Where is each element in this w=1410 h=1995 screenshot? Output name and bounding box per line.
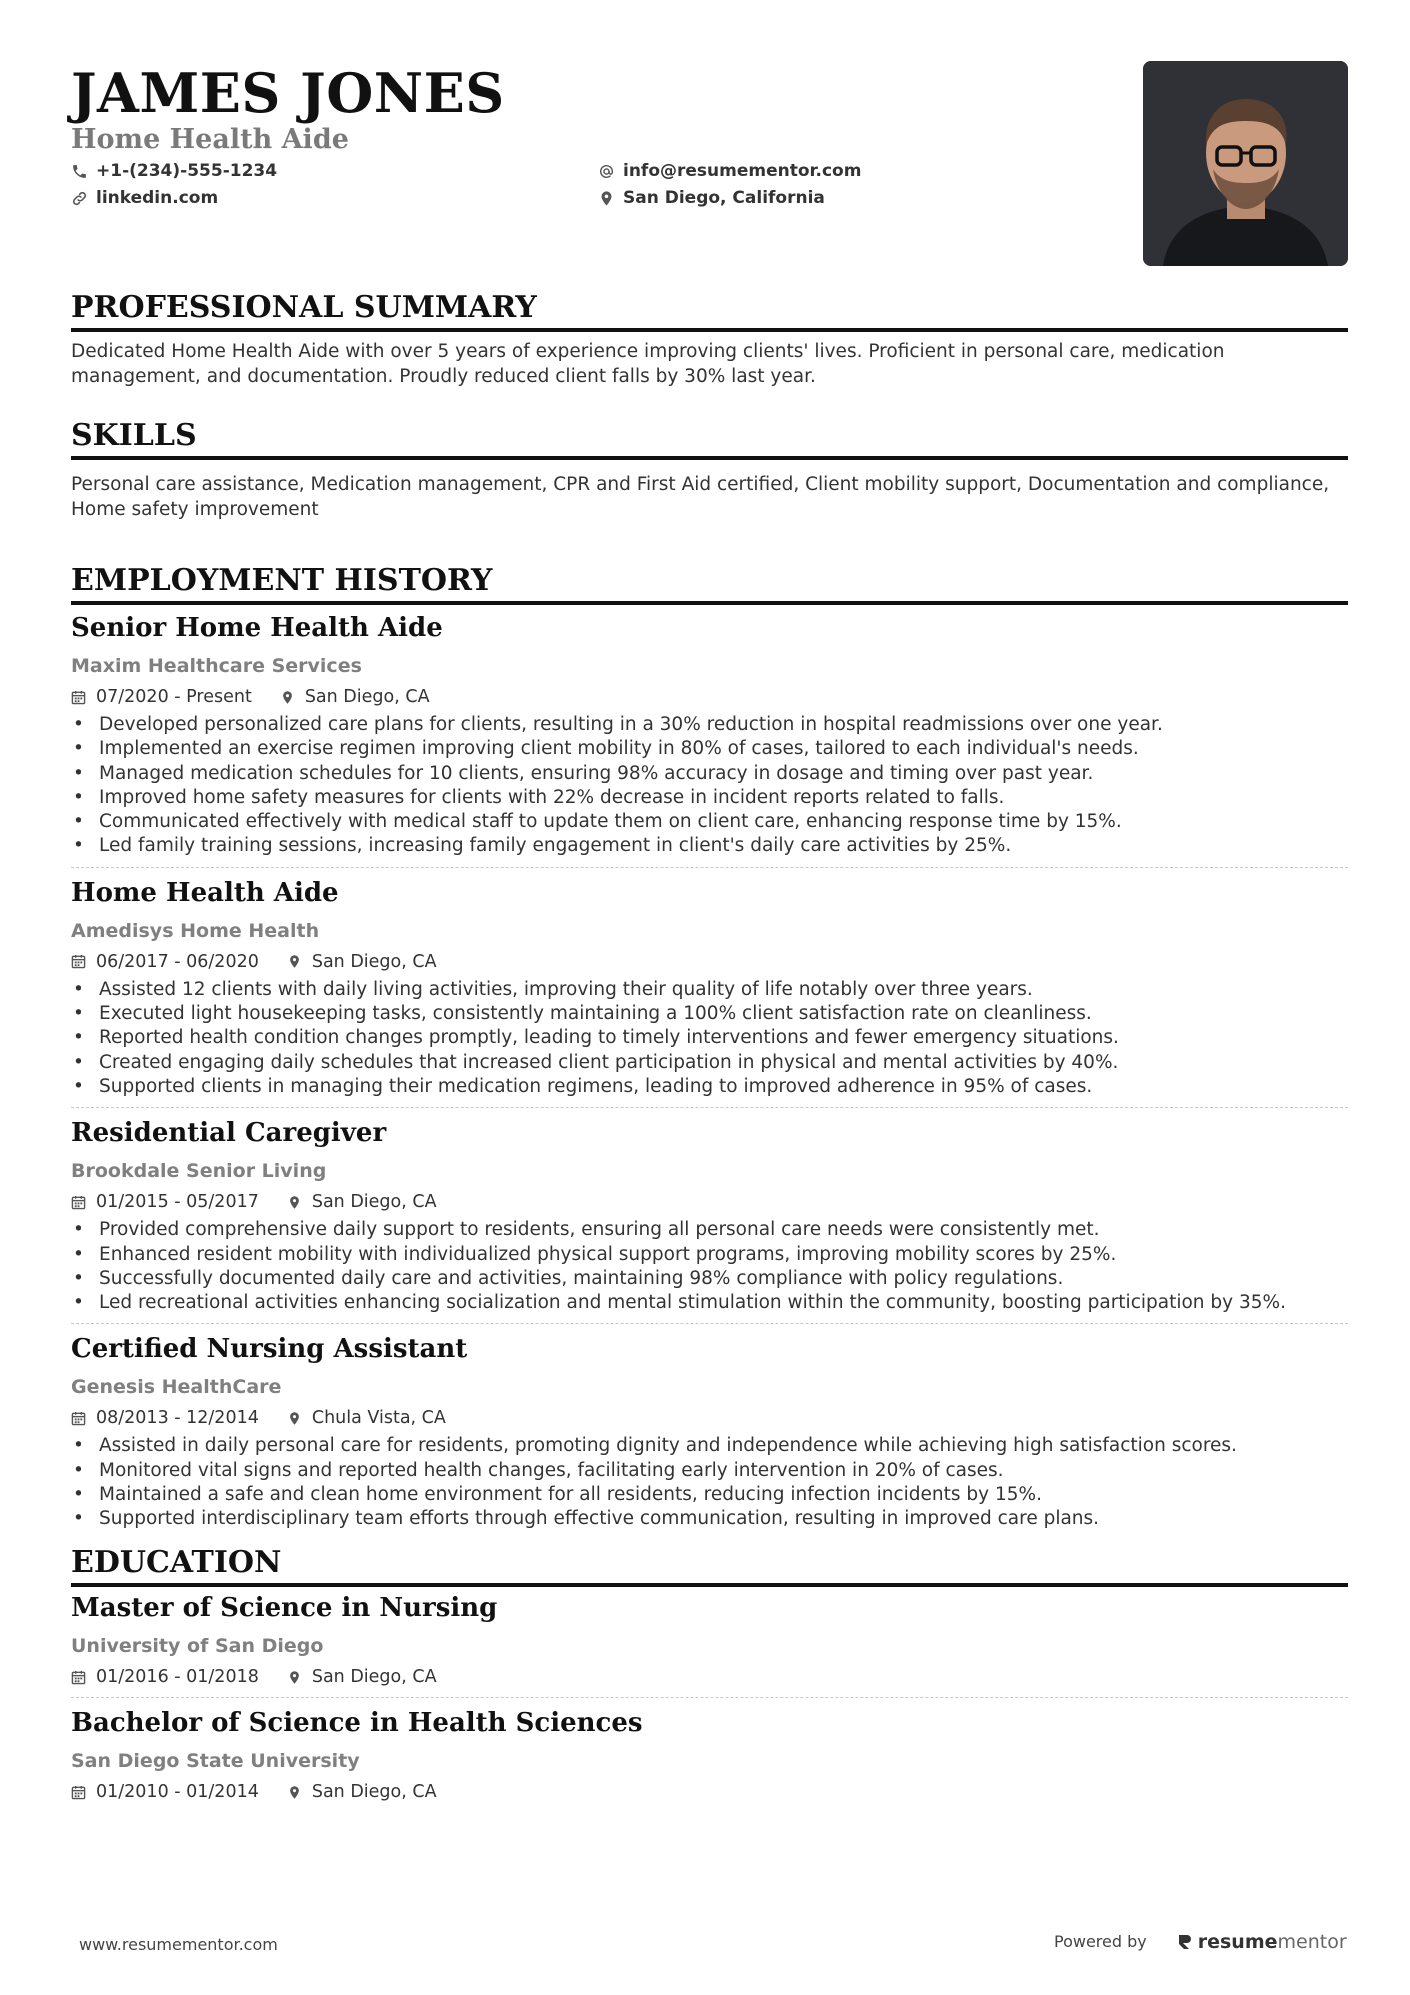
entry-location [287, 1780, 437, 1804]
profile-photo [1143, 61, 1348, 266]
achievement-item: • Developed personalized care plans for clients, resulting in a 30% reduction in hospital readmissions over one year. [71, 713, 1348, 737]
job-title: Home Health Aide [71, 877, 339, 908]
achievement-item: • Provided comprehensive daily support to residents, ensuring all personal care needs were consistently met. [71, 1218, 1348, 1242]
calendar-icon [71, 1785, 86, 1800]
employment-heading: EMPLOYMENT HISTORY [71, 561, 1348, 605]
location-text: San Diego, CA [311, 1667, 437, 1687]
resume-page [71, 0, 1348, 1802]
at-icon [598, 163, 615, 180]
location-pin-icon [287, 1670, 302, 1685]
linkedin-text[interactable]: linkedin.com [96, 188, 219, 208]
candidate-title: Home Health Aide [71, 124, 349, 155]
achievement-item: • Reported health condition changes promptly, leading to timely interventions and fewer emergency situations. [71, 1026, 1348, 1050]
entry-location [280, 685, 430, 709]
achievement-item: • Implemented an exercise regimen improving client mobility in 80% of cases, tailored to each individual's needs. [71, 737, 1348, 761]
company-name: Brookdale Senior Living [71, 1160, 327, 1183]
location-pin-icon [280, 690, 295, 705]
achievement-item: • Created engaging daily schedules that increased client participation in physical and mental activities by 40%. [71, 1051, 1348, 1075]
contact-linkedin[interactable] [71, 186, 218, 210]
contact-location [598, 186, 825, 210]
achievement-list [71, 1218, 1348, 1315]
achievement-item: • Assisted 12 clients with daily living activities, improving their quality of life notably over three years. [71, 978, 1348, 1002]
achievement-list [71, 1434, 1348, 1531]
footer-brand [1054, 1932, 1347, 1952]
entry-location [287, 1665, 437, 1689]
employment-section [71, 561, 1348, 1540]
entry-location [287, 1190, 437, 1214]
school-name: San Diego State University [71, 1750, 360, 1772]
location-text: San Diego, CA [311, 1192, 437, 1213]
job-entry [71, 1107, 1348, 1323]
degree-title: Bachelor of Science in Health Sciences [71, 1708, 643, 1738]
calendar-icon [71, 1195, 86, 1210]
contact-phone [71, 159, 277, 183]
location-text: Chula Vista, CA [311, 1408, 446, 1429]
skills-text: Personal care assistance, Medication management, CPR and First Aid certified, Client mobility support, Documentation and compliance, Home safety improvement [71, 474, 1330, 520]
school-name: University of San Diego [71, 1635, 324, 1657]
entry-meta [71, 950, 1348, 974]
achievement-list [71, 978, 1348, 1099]
achievement-item: • Improved home safety measures for clients with 22% decrease in incident reports related to falls. [71, 786, 1348, 810]
company-name: Amedisys Home Health [71, 919, 320, 942]
achievement-item: • Enhanced resident mobility with individualized physical support programs, improving mobility scores by 25%. [71, 1243, 1348, 1267]
entry-meta [71, 1780, 1348, 1804]
brand-name-bold: resume [1197, 1931, 1278, 1953]
education-list [71, 1587, 1348, 1812]
location-pin-icon [287, 954, 302, 969]
summary-text: Dedicated Home Health Aide with over 5 years of experience improving clients' lives. Proficient in personal care, medication management, and documentation. Proudly reduced client falls by 30% last year. [71, 341, 1225, 387]
achievement-item: • Executed light housekeeping tasks, consistently maintaining a 100% client satisfaction rate on cleanliness. [71, 1002, 1348, 1026]
job-entry [71, 1323, 1348, 1539]
achievement-item: • Led recreational activities enhancing socialization and mental stimulation within the community, boosting participation by 35%. [71, 1291, 1348, 1315]
education-section [71, 1543, 1348, 1812]
degree-title: Master of Science in Nursing [71, 1593, 498, 1623]
date-range: 08/2013 - 12/2014 [96, 1408, 259, 1429]
job-entry [71, 867, 1348, 1107]
achievement-list [71, 713, 1348, 859]
job-title: Certified Nursing Assistant [71, 1334, 468, 1365]
location-pin-icon [598, 190, 615, 207]
location-text: San Diego, CA [304, 687, 430, 707]
avatar [1143, 61, 1348, 266]
achievement-item: • Communicated effectively with medical staff to update them on client care, enhancing response time by 15%. [71, 810, 1348, 834]
resumementor-logo-icon [1177, 1933, 1193, 1951]
achievement-item: • Maintained a safe and clean home environment for all residents, reducing infection incidents by 15%. [71, 1483, 1348, 1507]
date-range: 07/2020 - Present [96, 687, 252, 707]
calendar-icon [71, 1670, 86, 1685]
calendar-icon [71, 690, 86, 705]
phone-text: +1-(234)-555-1234 [96, 161, 278, 181]
link-icon [71, 190, 88, 207]
location-pin-icon [287, 1785, 302, 1800]
footer-website[interactable]: www.resumementor.com [79, 1935, 278, 1954]
brand-name-light: mentor [1277, 1931, 1347, 1953]
achievement-item: • Supported interdisciplinary team efforts through effective communication, resulting in improved care plans. [71, 1507, 1348, 1531]
achievement-item: • Successfully documented daily care and activities, maintaining 98% compliance with policy regulations. [71, 1267, 1348, 1291]
location-pin-icon [287, 1411, 302, 1426]
company-name: Maxim Healthcare Services [71, 655, 362, 677]
email-text[interactable]: info@resumementor.com [623, 161, 862, 181]
calendar-icon [71, 954, 86, 969]
candidate-name: JAMES JONES [71, 61, 505, 125]
achievement-item: • Led family training sessions, increasing family engagement in client's daily care activities by 25%. [71, 834, 1348, 858]
job-title: Senior Home Health Aide [71, 613, 443, 643]
calendar-icon [71, 1411, 86, 1426]
education-heading: EDUCATION [71, 1543, 1348, 1587]
achievement-item: • Monitored vital signs and reported health changes, facilitating early intervention in 20% of cases. [71, 1459, 1348, 1483]
education-entry [71, 1587, 1348, 1697]
location-pin-icon [287, 1195, 302, 1210]
date-range: 01/2010 - 01/2014 [96, 1782, 259, 1802]
job-title: Residential Caregiver [71, 1118, 387, 1149]
job-entry [71, 605, 1348, 867]
entry-location [287, 950, 437, 974]
achievement-item: • Assisted in daily personal care for residents, promoting dignity and independence while achieving high satisfaction scores. [71, 1434, 1348, 1458]
company-name: Genesis HealthCare [71, 1376, 282, 1399]
phone-icon [71, 163, 88, 180]
achievement-item: • Supported clients in managing their medication regimens, leading to improved adherence in 95% of cases. [71, 1075, 1348, 1099]
entry-meta [71, 1190, 1348, 1214]
contact-email[interactable] [598, 159, 861, 183]
education-entry [71, 1697, 1348, 1812]
location-text: San Diego, CA [311, 951, 437, 972]
skills-heading: SKILLS [71, 416, 1348, 460]
date-range: 06/2017 - 06/2020 [96, 951, 259, 972]
entry-meta [71, 685, 1348, 709]
resume-header [71, 0, 1348, 272]
summary-heading: PROFESSIONAL SUMMARY [71, 288, 1348, 332]
summary-section [71, 288, 1348, 389]
date-range: 01/2016 - 01/2018 [96, 1667, 259, 1687]
entry-meta [71, 1406, 1348, 1430]
date-range: 01/2015 - 05/2017 [96, 1192, 259, 1213]
entry-meta [71, 1665, 1348, 1689]
location-text: San Diego, CA [311, 1782, 437, 1802]
achievement-item: • Managed medication schedules for 10 clients, ensuring 98% accuracy in dosage and timing over past year. [71, 762, 1348, 786]
entry-location [287, 1406, 446, 1430]
location-text: San Diego, California [623, 188, 825, 208]
skills-section [71, 416, 1348, 522]
job-list [71, 605, 1348, 1540]
brand-logo[interactable] [1177, 1932, 1347, 1952]
powered-by-label: Powered by [1054, 1932, 1147, 1951]
